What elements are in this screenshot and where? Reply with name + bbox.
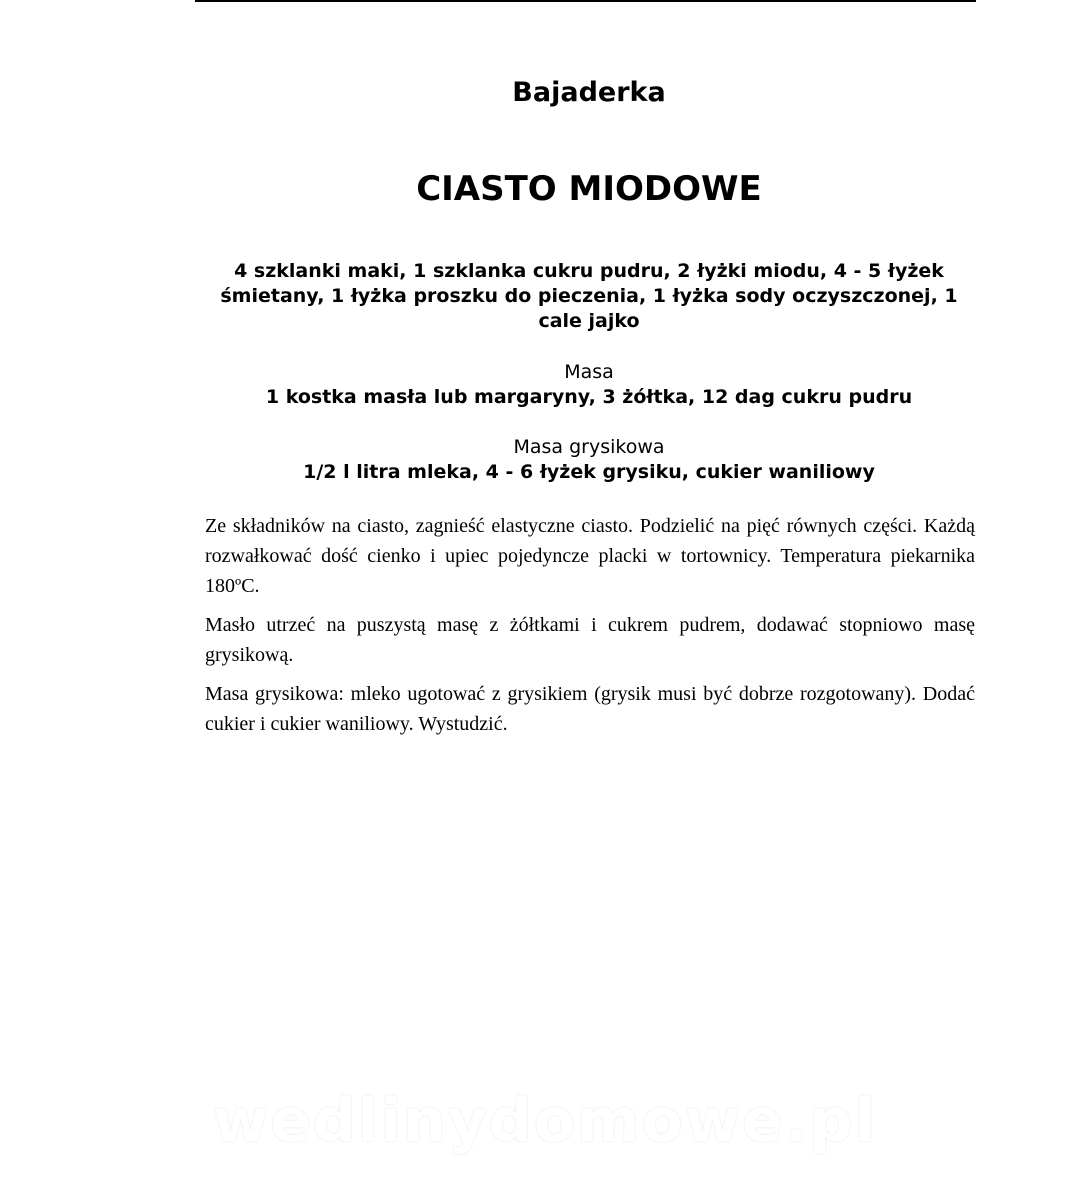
masa-ingredients: 1 kostka masła lub margaryny, 3 żółtka, 12 dag cukru pudru [265,386,913,408]
ingredients-list: 4 szklanki maki, 1 szklanka cukru pudru, 2 łyżki miodu, 4 - 5 łyżek śmietany, 1 łyżka proszku do pieczenia, 1 łyżka sody oczyszczonej, 1 cale jajko [220,260,958,332]
masa-grysikowa-label: Masa grysikowa [513,436,665,458]
instruction-paragraph-dough: Ze składników na ciasto, zagnieść elastyczne ciasto. Podzielić na pięć równych części. Każdą rozwałkować dość cienko i upiec pojedyncze placki w tortownicy. Temperatura piekarnika 180ºC. [205,515,975,597]
masa-grysikowa-section [200,435,978,485]
masa-label: Masa [564,361,614,383]
watermark: wedlinydomowe.pl [212,1086,878,1156]
recipe-category: Bajaderka [512,77,666,108]
masa-section [200,360,978,410]
recipe-title: CIASTO MIODOWE [416,169,762,209]
masa-grysikowa-ingredients: 1/2 l litra mleka, 4 - 6 łyżek grysiku, cukier waniliowy [303,461,875,483]
instruction-paragraph-semolina: Masa grysikowa: mleko ugotować z grysikiem (grysik musi być dobrze rozgotowany). Dodać cukier i cukier waniliowy. Wystudzić. [205,683,975,735]
instruction-paragraph-cream: Masło utrzeć na puszystą masę z żółtkami i cukrem pudrem, dodawać stopniowo masę grysikową. [205,614,975,666]
top-rule [195,0,976,2]
